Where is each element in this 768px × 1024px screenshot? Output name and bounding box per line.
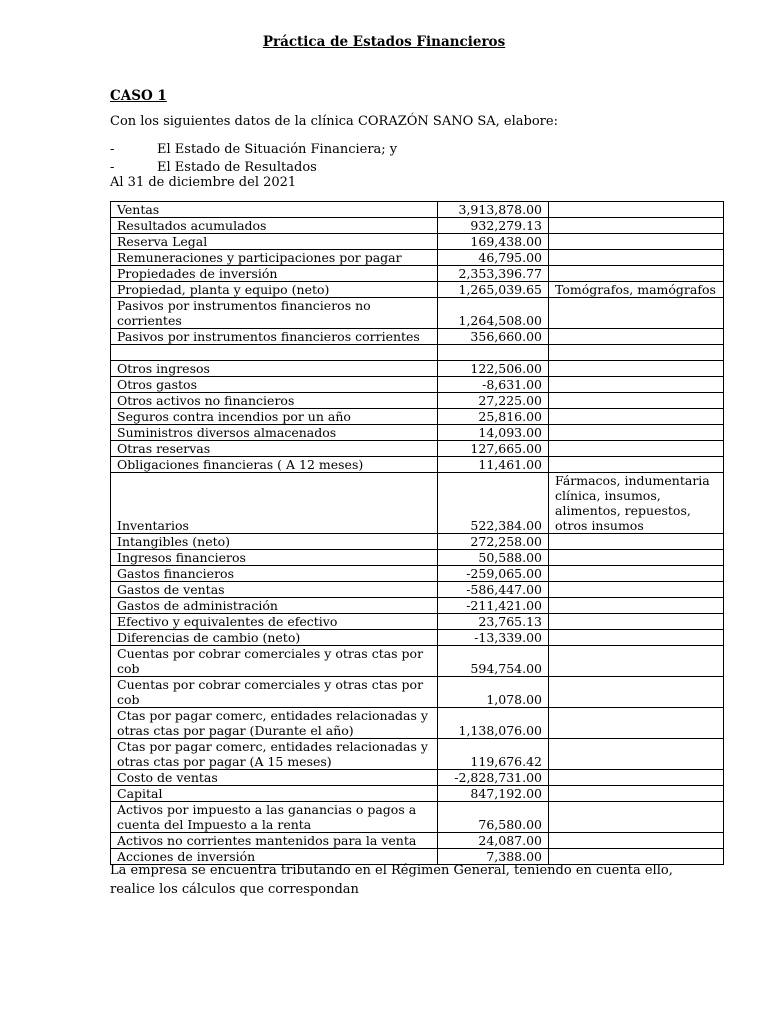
bullet-dash: - (110, 160, 115, 175)
row-label: Cuentas por cobrar comerciales y otras ctas por cob (111, 677, 438, 708)
table-row (111, 377, 724, 393)
row-value: 27,225.00 (438, 393, 549, 409)
row-note (549, 329, 724, 345)
row-label: Acciones de inversión (111, 849, 438, 865)
date-line: Al 31 de diciembre del 2021 (110, 175, 297, 190)
row-label: Seguros contra incendios por un año (111, 409, 438, 425)
table-row (111, 786, 724, 802)
case-heading: CASO 1 (110, 88, 167, 104)
row-value: -211,421.00 (438, 598, 549, 614)
row-note (549, 218, 724, 234)
row-value: 3,913,878.00 (438, 202, 549, 218)
page-title: Práctica de Estados Financieros (262, 34, 506, 50)
row-value: 272,258.00 (438, 534, 549, 550)
row-value: 127,665.00 (438, 441, 549, 457)
table-row (111, 473, 724, 534)
row-label: Costo de ventas (111, 770, 438, 786)
table-row (111, 234, 724, 250)
row-label: Pasivos por instrumentos financieros corrientes (111, 329, 438, 345)
row-label: Activos por impuesto a las ganancias o pagos a cuenta del Impuesto a la renta (111, 802, 438, 833)
row-label: Resultados acumulados (111, 218, 438, 234)
table-row (111, 441, 724, 457)
table-row (111, 361, 724, 377)
row-value: 122,506.00 (438, 361, 549, 377)
table-row (111, 833, 724, 849)
row-note (549, 457, 724, 473)
row-value: 1,264,508.00 (438, 298, 549, 329)
financial-data-table (110, 201, 724, 865)
table-row (111, 282, 724, 298)
footer-paragraph (110, 861, 673, 899)
row-note (549, 441, 724, 457)
table-row (111, 598, 724, 614)
row-note (549, 630, 724, 646)
row-note (549, 361, 724, 377)
row-note (549, 202, 724, 218)
row-label: Inventarios (111, 473, 438, 534)
row-value: 11,461.00 (438, 457, 549, 473)
row-note (549, 298, 724, 329)
row-label: Ingresos financieros (111, 550, 438, 566)
row-label: Diferencias de cambio (neto) (111, 630, 438, 646)
row-note (549, 582, 724, 598)
row-label: Propiedad, planta y equipo (neto) (111, 282, 438, 298)
row-note (549, 770, 724, 786)
row-value: 1,265,039.65 (438, 282, 549, 298)
table-row (111, 677, 724, 708)
row-label: Otros activos no financieros (111, 393, 438, 409)
row-note (549, 677, 724, 708)
table-row (111, 345, 724, 361)
row-note (549, 534, 724, 550)
row-label: Ctas por pagar comerc, entidades relacionadas y otras ctas por pagar (A 15 meses) (111, 739, 438, 770)
table-row (111, 802, 724, 833)
row-note (549, 739, 724, 770)
row-label: Gastos de administración (111, 598, 438, 614)
row-value: 14,093.00 (438, 425, 549, 441)
table-row (111, 250, 724, 266)
row-note (549, 833, 724, 849)
row-value: 7,388.00 (438, 849, 549, 865)
table-row (111, 409, 724, 425)
table-row (111, 582, 724, 598)
table-row (111, 202, 724, 218)
bullet-dash: - (110, 142, 115, 157)
table-row (111, 614, 724, 630)
row-note (549, 393, 724, 409)
table-row (111, 329, 724, 345)
footer-line: realice los cálculos que correspondan (110, 882, 359, 897)
row-value: 119,676.42 (438, 739, 549, 770)
table-row (111, 457, 724, 473)
row-value: -2,828,731.00 (438, 770, 549, 786)
row-label: Otros ingresos (111, 361, 438, 377)
table-row (111, 630, 724, 646)
row-value: 1,138,076.00 (438, 708, 549, 739)
row-value: 76,580.00 (438, 802, 549, 833)
row-label: Ctas por pagar comerc, entidades relacionadas y otras ctas por pagar (Durante el año) (111, 708, 438, 739)
row-note: Tomógrafos, mamógrafos (549, 282, 724, 298)
row-value: 847,192.00 (438, 786, 549, 802)
row-label: Efectivo y equivalentes de efectivo (111, 614, 438, 630)
row-value: 2,353,396.77 (438, 266, 549, 282)
table-row (111, 770, 724, 786)
row-note (549, 266, 724, 282)
row-note (549, 409, 724, 425)
bullet-list (110, 141, 397, 177)
table-row (111, 646, 724, 677)
table-row (111, 566, 724, 582)
row-value: 24,087.00 (438, 833, 549, 849)
row-value: 932,279.13 (438, 218, 549, 234)
bullet-item (110, 141, 397, 159)
row-note (549, 345, 724, 361)
table-row (111, 425, 724, 441)
table-row (111, 393, 724, 409)
row-value: 1,078.00 (438, 677, 549, 708)
row-value: -13,339.00 (438, 630, 549, 646)
row-value: 25,816.00 (438, 409, 549, 425)
row-value: 50,588.00 (438, 550, 549, 566)
table-row (111, 739, 724, 770)
row-label (111, 345, 438, 361)
row-note (549, 550, 724, 566)
row-note (549, 802, 724, 833)
row-value: 356,660.00 (438, 329, 549, 345)
footer-line: La empresa se encuentra tributando en el Régimen General, teniendo en cuenta ello, (110, 863, 673, 878)
row-label: Gastos financieros (111, 566, 438, 582)
row-label: Capital (111, 786, 438, 802)
row-label: Remuneraciones y participaciones por pagar (111, 250, 438, 266)
row-note (549, 377, 724, 393)
table-row (111, 218, 724, 234)
row-label: Pasivos por instrumentos financieros no corrientes (111, 298, 438, 329)
row-label: Ventas (111, 202, 438, 218)
row-note (549, 646, 724, 677)
row-note (549, 566, 724, 582)
row-label: Propiedades de inversión (111, 266, 438, 282)
row-note: Fármacos, indumentaria clínica, insumos, alimentos, repuestos, otros insumos (549, 473, 724, 534)
row-note (549, 614, 724, 630)
row-note (549, 708, 724, 739)
row-note (549, 598, 724, 614)
row-label: Otras reservas (111, 441, 438, 457)
table-body (111, 202, 724, 865)
row-label: Intangibles (neto) (111, 534, 438, 550)
row-value: 169,438.00 (438, 234, 549, 250)
row-note (549, 234, 724, 250)
row-value: -259,065.00 (438, 566, 549, 582)
table-row (111, 550, 724, 566)
row-label: Gastos de ventas (111, 582, 438, 598)
table-row (111, 298, 724, 329)
row-value: 522,384.00 (438, 473, 549, 534)
intro-paragraph: Con los siguientes datos de la clínica CORAZÓN SANO SA, elabore: (110, 114, 558, 129)
row-value: 23,765.13 (438, 614, 549, 630)
row-label: Cuentas por cobrar comerciales y otras ctas por cob (111, 646, 438, 677)
table-row (111, 534, 724, 550)
bullet-text: El Estado de Situación Financiera; y (157, 142, 398, 157)
row-note (549, 250, 724, 266)
row-value: 594,754.00 (438, 646, 549, 677)
row-label: Suministros diversos almacenados (111, 425, 438, 441)
row-label: Activos no corrientes mantenidos para la venta (111, 833, 438, 849)
table-row (111, 708, 724, 739)
row-value (438, 345, 549, 361)
bullet-text: El Estado de Resultados (157, 160, 317, 175)
row-note (549, 425, 724, 441)
row-label: Reserva Legal (111, 234, 438, 250)
row-note (549, 786, 724, 802)
row-value: 46,795.00 (438, 250, 549, 266)
table-row (111, 266, 724, 282)
row-value: -586,447.00 (438, 582, 549, 598)
row-label: Obligaciones financieras ( A 12 meses) (111, 457, 438, 473)
row-value: -8,631.00 (438, 377, 549, 393)
row-label: Otros gastos (111, 377, 438, 393)
